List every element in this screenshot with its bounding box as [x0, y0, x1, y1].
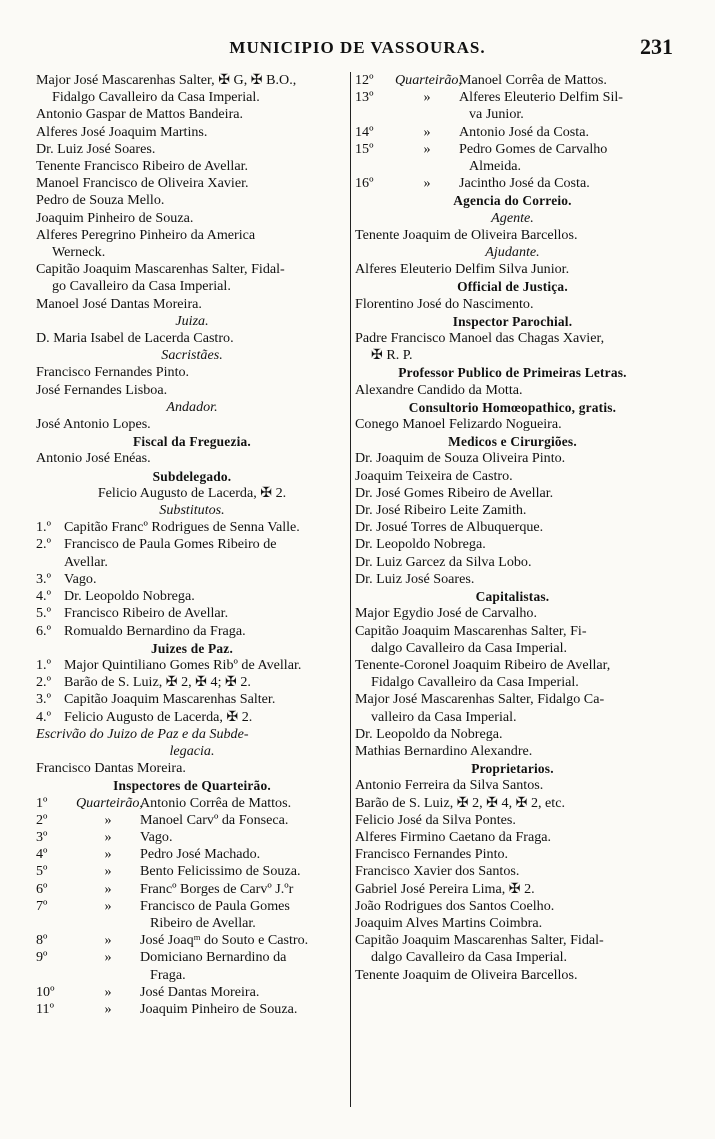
list-item: Dr. Luiz José Soares. [355, 570, 475, 587]
list-item: Francisco Dantas Moreira. [36, 760, 186, 777]
list-item: João Rodrigues dos Santos Coelho. [355, 897, 555, 914]
list-item: dalgo Cavalleiro da Casa Imperial. [371, 639, 568, 656]
list-item: 4.º Dr. Leopoldo Nobrega. [36, 588, 195, 605]
list-item: Mathias Bernardino Alexandre. [355, 742, 533, 759]
list-item: 3.º Capitão Joaquim Mascarenhas Salter. [36, 691, 276, 708]
page-number: 231 [640, 34, 673, 59]
role-label: Sacristães. [161, 347, 223, 364]
list-item: Tenente Francisco Ribeiro de Avellar. [36, 158, 249, 175]
list-item: 2º » Manoel Carvº da Fonseca. [36, 811, 289, 828]
list-item: ✠ R. P. [371, 347, 413, 364]
running-title: MUNICIPIO DE VASSOURAS. [229, 38, 486, 57]
list-item: 8º » José Joaqᵐ do Souto e Castro. [36, 932, 309, 949]
list-item: 1º Quarteirão, Antonio Corrêa de Mattos. [36, 794, 292, 811]
list-item: 5.º Francisco Ribeiro de Avellar. [36, 605, 229, 622]
role-label: Substitutos. [159, 502, 225, 519]
list-item: Padre Francisco Manoel das Chagas Xavier, [355, 330, 605, 347]
list-item: Alferes Firmino Caetano da Fraga. [355, 828, 552, 845]
section-heading: Proprietarios. [471, 761, 554, 777]
list-item: Dr. José Ribeiro Leite Zamith. [355, 502, 527, 519]
list-item: Felicio José da Silva Pontes. [355, 811, 516, 828]
list-item: Capitão Joaquim Mascarenhas Salter, Fidal- [355, 932, 604, 949]
list-item: valleiro da Casa Imperial. [371, 708, 517, 725]
list-item: Capitão Joaquim Mascarenhas Salter, Fi- [355, 622, 587, 639]
list-item: Dr. Luiz Garcez da Silva Lobo. [355, 553, 532, 570]
list-item: Antonio Gaspar de Mattos Bandeira. [36, 106, 244, 123]
list-item: Joaquim Pinheiro de Souza. [36, 209, 194, 226]
list-item: Alferes Peregrino Pinheiro da America [36, 226, 256, 243]
list-item: Alferes José Joaquim Martins. [36, 123, 208, 140]
right-column [355, 72, 670, 984]
column-divider [350, 72, 351, 1107]
list-item: Manoel Francisco de Oliveira Xavier. [36, 175, 249, 192]
list-item: 16º » Jacintho José da Costa. [355, 175, 590, 192]
section-heading: Medicos e Cirurgiões. [448, 434, 577, 450]
list-item: Gabriel José Pereira Lima, ✠ 2. [355, 880, 535, 897]
list-item: 12º Quarteirão, Manoel Corrêa de Mattos. [355, 72, 607, 88]
list-item: Capitão Joaquim Mascarenhas Salter, Fidal- [36, 261, 285, 278]
list-item: Werneck. [52, 244, 106, 261]
role-label: legacia. [169, 742, 215, 759]
section-heading: Juizes de Paz. [150, 640, 233, 656]
list-item: 10º » José Dantas Moreira. [36, 983, 260, 1000]
section-heading: Capitalistas. [475, 589, 550, 605]
list-item: Francisco Fernandes Pinto. [36, 364, 190, 381]
list-item: 4.º Felicio Augusto de Lacerda, ✠ 2. [36, 708, 253, 725]
list-item: Conego Manoel Felizardo Nogueira. [355, 416, 562, 433]
list-item: Antonio José Enéas. [36, 450, 151, 467]
role-label: Agente. [491, 209, 534, 226]
list-item: Alferes Eleuterio Delfim Silva Junior. [355, 261, 570, 278]
list-item: Major José Mascarenhas Salter, ✠ G, ✠ B.O., [36, 72, 297, 88]
section-heading: Subdelegado. [152, 468, 232, 484]
list-item: 3.º Vago. [36, 570, 97, 587]
list-item: 5º » Bento Felicissimo de Souza. [36, 863, 301, 880]
section-heading: Consultorio Homœopathico, gratis. [408, 399, 617, 415]
list-item: Florentino José do Nascimento. [355, 295, 534, 312]
list-item: dalgo Cavalleiro da Casa Imperial. [371, 949, 568, 966]
list-item: Major José Mascarenhas Salter, Fidalgo Ca- [355, 691, 605, 708]
list-item: 9º » Domiciano Bernardino da Fraga. [36, 949, 287, 983]
list-item: Francisco Xavier dos Santos. [355, 863, 520, 880]
list-item: Tenente Joaquim de Oliveira Barcellos. [355, 226, 578, 243]
list-item: 7º » Francisco de Paula Gomes Ribeiro de Avellar. [36, 897, 290, 931]
list-item: Dr. Josué Torres de Albuquerque. [355, 519, 544, 536]
list-item: Felicio Augusto de Lacerda, ✠ 2. [97, 484, 287, 501]
list-item: 4º » Pedro José Machado. [36, 846, 261, 863]
list-item: Joaquim Alves Martins Coimbra. [355, 914, 543, 931]
list-item: 14º » Antonio José da Costa. [355, 123, 589, 140]
list-item: 11º » Joaquim Pinheiro de Souza. [36, 1000, 298, 1017]
section-heading: Agencia do Correio. [453, 193, 572, 209]
role-label: Juiza. [175, 312, 209, 329]
list-item: Tenente Joaquim de Oliveira Barcellos. [355, 966, 578, 983]
page-header [0, 34, 715, 68]
list-item: Joaquim Teixeira de Castro. [355, 467, 513, 484]
list-item: Tenente-Coronel Joaquim Ribeiro de Avellar, [355, 656, 611, 673]
list-item: D. Maria Isabel de Lacerda Castro. [36, 330, 234, 347]
list-item: Dr. Luiz José Soares. [36, 140, 156, 157]
role-label: Andador. [166, 398, 218, 415]
list-item: Barão de S. Luiz, ✠ 2, ✠ 4, ✠ 2, etc. [355, 794, 565, 811]
list-item: 2.º Francisco de Paula Gomes Ribeiro de Avellar. [36, 536, 277, 570]
list-item: Dr. Joaquim de Souza Oliveira Pinto. [355, 450, 566, 467]
list-item: go Cavalleiro da Casa Imperial. [52, 278, 231, 295]
list-item: Dr. Leopoldo da Nobrega. [355, 725, 503, 742]
section-heading: Inspector Parochial. [452, 313, 573, 329]
list-item: Antonio Ferreira da Silva Santos. [355, 777, 544, 794]
section-heading: Fiscal da Freguezia. [133, 434, 251, 450]
list-item: 1.º Capitão Francº Rodrigues de Senna Valle. [36, 519, 300, 536]
list-item: 1.º Major Quintiliano Gomes Ribº de Avellar. [36, 656, 302, 673]
list-item: José Fernandes Lisboa. [36, 381, 168, 398]
list-item: 2.º Barão de S. Luiz, ✠ 2, ✠ 4; ✠ 2. [36, 674, 251, 691]
list-item: Manoel José Dantas Moreira. [36, 295, 202, 312]
section-heading: Professor Publico de Primeiras Letras. [398, 365, 627, 381]
list-item: 6.º Romualdo Bernardino da Fraga. [36, 622, 246, 639]
list-item: 3º » Vago. [36, 828, 173, 845]
role-label: Ajudante. [485, 244, 540, 261]
list-item: 13º » Alferes Eleuterio Delfim Sil- va Junior. [355, 89, 623, 123]
list-item: 6º » Francº Borges de Carvº J.ºr [36, 880, 294, 897]
list-item: Major Egydio José de Carvalho. [355, 605, 538, 622]
section-heading: Inspectores de Quarteirão. [113, 778, 271, 794]
list-item: Dr. Leopoldo Nobrega. [355, 536, 486, 553]
list-item: José Antonio Lopes. [36, 416, 151, 433]
section-heading: Official de Justiça. [457, 279, 568, 295]
list-item: Alexandre Candido da Motta. [355, 381, 523, 398]
list-item: Pedro de Souza Mello. [36, 192, 165, 209]
list-item: Dr. José Gomes Ribeiro de Avellar. [355, 484, 554, 501]
list-item: Fidalgo Cavalleiro da Casa Imperial. [52, 89, 260, 106]
left-column [36, 72, 348, 1018]
role-label: Escrivão do Juizo de Paz e da Subde- [36, 725, 249, 742]
list-item: Fidalgo Cavalleiro da Casa Imperial. [371, 674, 579, 691]
list-item: Francisco Fernandes Pinto. [355, 846, 509, 863]
list-item: 15º » Pedro Gomes de Carvalho Almeida. [355, 140, 608, 175]
